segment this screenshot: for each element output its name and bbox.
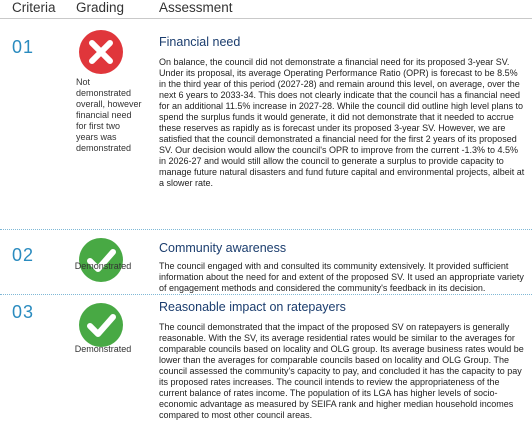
assessment-title: Reasonable impact on ratepayers [159,300,346,314]
assessment-column-header: Assessment [159,0,233,15]
assessment-title: Community awareness [159,241,287,255]
criteria-column-header: Criteria [12,0,56,15]
criteria-number: 01 [12,37,35,57]
check-icon [78,302,124,348]
grading-status: Demonstrated [74,344,132,354]
cross-icon [78,29,124,75]
assessment-text: The council engaged with and consulted its community extensively. It provided sufficient information about the need for and extent of the proposed SV. It used an appropriate variety of engagement methods and considered the community's feedback in its decision. [159,261,524,293]
criteria-row-financial-need [0,19,532,229]
grading-status: Demonstrated [74,261,132,271]
row-divider [0,229,532,230]
assessment-text: On balance, the council did not demonstrate a financial need for its proposed 3-year SV. Under its proposal, its average Operating Performance Ratio (OPR) is forecast to be 8.5% in the third year of this period (2027-28) and remain around this level, on average, over the next 6 years to 2033-34. This does not clearly indicate that the council has a financial need for an additional 11.5% increase in 2027-28. While the council did outline high level plans to spend the surplus funds it would generate, it did not demonstrate that it needed to accrue these reserves as rapidly as is forecast under its proposed 3-year SV. However, we are satisfied that the council demonstrated a financial need for the first 2 years of its proposed SV. Our decision would allow the council's OPR to improve from the current -1.3% to 4.5% in 2026-27 and would still allow the council to generate a surplus to provide capacity to manage future natural disasters and fund future capital and environmental projects, albeit at a slower rate. [159,57,525,188]
criteria-row-community-awareness [0,229,532,294]
check-icon [78,237,124,283]
criteria-number: 03 [12,302,35,322]
assessment-text: The council demonstrated that the impact of the proposed SV on ratepayers is generally reasonable. With the SV, its average residential rates would be similar to the averages for comparable councils based on locality and OLG group. Its average business rates would be lower than the averages for comparable councils based on locality and OLG Group. The council assessed the community's capacity to pay, and concluded it has the capacity to pay its proposed rates increases. The council intends to review the appropriateness of the current balance of rates income. The population of its LGA has higher levels of socio-economic advantage as measured by SEIFA rank and higher median household incomes compared to most other council areas. [159,322,524,420]
assessment-title: Financial need [159,35,241,49]
grading-column-header: Grading [76,0,125,15]
criteria-number: 02 [12,245,35,265]
table-header [0,0,532,19]
row-divider [0,294,532,295]
criteria-row-reasonable-impact [0,294,532,436]
grading-status: Not demonstrated overall, however financial need for first two years was demonstrated [76,77,142,153]
